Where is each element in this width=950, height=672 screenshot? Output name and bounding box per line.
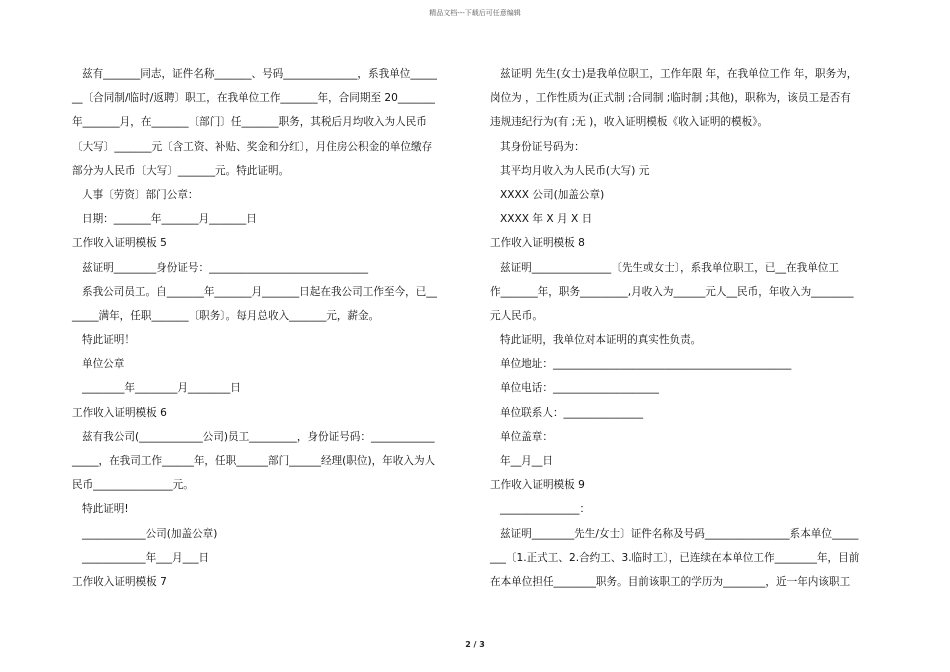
text-line: 日期：_______年_______月_______日 [82, 213, 257, 226]
text-line: ___〔1.正式工、2.合约工、3.临时工〕，已连续在本单位工作________年，目前 [490, 551, 860, 564]
text-line: 单位联系人：_______________ [500, 406, 644, 419]
right-column [490, 62, 885, 594]
text-line: 部分为人民币〔大写〕_______元。特此证明。 [72, 164, 290, 177]
text-line: XXXX 公司(加盖公章) [500, 188, 605, 201]
left-column [72, 62, 472, 594]
text-line: XXXX 年 X 月 X 日 [500, 213, 593, 226]
text-line: 其身份证号码为： [500, 140, 585, 153]
text-line: 兹证明________先生/女士〕证件名称及号码________________系本单位_____ [500, 527, 859, 540]
text-line: __〔合同制/临时/返聘〕职工，在我单位工作_______年，合同期至 20_______ [72, 92, 435, 105]
text-line: 民币_______________元。 [72, 479, 194, 492]
text-line: 违规违纪行为(有 ;无 )，收入证明模板《收入证明的模板》。 [490, 116, 769, 129]
text-line: 在本单位担任________职务。目前该职工的学历为________，近一年内该职工 [490, 575, 851, 588]
text-line: 特此证明！ [82, 334, 135, 347]
text-line: ____________年___月___日 [82, 551, 210, 564]
text-line: 单位电话：____________________ [500, 382, 659, 395]
text-line: 年__月__日 [500, 455, 553, 467]
text-line: 〔大写〕_______元〔含工资、补贴、奖金和分红〕，月住房公积金的单位缴存 [72, 140, 433, 153]
text-line: 兹证明_______________〔先生或女士〕，系我单位职工，已__在我单位工 [500, 261, 839, 274]
text-line: 特此证明，我单位对本证明的真实性负责。 [500, 334, 702, 347]
text-line: 工作收入证明模板 7 [72, 575, 167, 588]
text-line: _______________： [500, 503, 591, 516]
page-number: 2 / 3 [465, 640, 485, 649]
text-line: 人事〔劳资〕部门公章： [82, 188, 199, 201]
text-line: 工作收入证明模板 5 [72, 237, 167, 250]
text-line: ____________公司(加盖公章) [82, 527, 218, 540]
text-line: 兹证明 先生(女士)是我单位职工，工作年限 年，在我单位工作 年，职务为， [500, 68, 858, 80]
text-line: ________年________月________日 [82, 382, 241, 395]
text-line: 单位地址：_____________________________________________ [500, 358, 792, 371]
text-line: 兹有_______同志，证件名称_______、号码______________，系我单位_____ [82, 68, 437, 80]
text-line: 单位公章 [82, 358, 125, 371]
text-line: _____满年，任职_______〔职务〕。每月总收入_______元，薪金。 [72, 309, 380, 322]
text-line: 工作收入证明模板 6 [72, 406, 167, 419]
text-line: 兹有我公司(____________公司)员工_________，身份证号码：____________ [82, 430, 435, 443]
text-line: 工作收入证明模板 9 [490, 479, 585, 492]
text-line: 兹证明________身份证号：______________________________ [82, 261, 369, 274]
text-line: 工作收入证明模板 8 [490, 237, 585, 250]
text-line: 岗位为 ，工作性质为(正式制 ;合同制 ;临时制 ;其他)，职称为，该员工是否有 [490, 92, 851, 105]
text-line: 元人民币。 [490, 309, 543, 322]
text-line: 单位盖章： [500, 430, 553, 443]
page-header: 精品文档---下载后可任意编辑 [429, 9, 521, 17]
text-line: 系我公司员工。自_______年_______月_______日起在我公司工作至今，已__ [82, 285, 437, 298]
text-line: 其平均月收入为人民币(大写) 元 [500, 164, 650, 177]
text-line: 年_______月，在_______〔部门〕任_______职务，其税后月均收入为人民币 [72, 116, 427, 129]
text-line: 作_______年，职务_________,月收入为______元人__民币，年收入为________ [490, 285, 854, 298]
text-line: _____，在我司工作______年，任职______部门______经理(职位)，年收入为人 [72, 455, 436, 467]
text-line: 特此证明! [82, 503, 129, 516]
